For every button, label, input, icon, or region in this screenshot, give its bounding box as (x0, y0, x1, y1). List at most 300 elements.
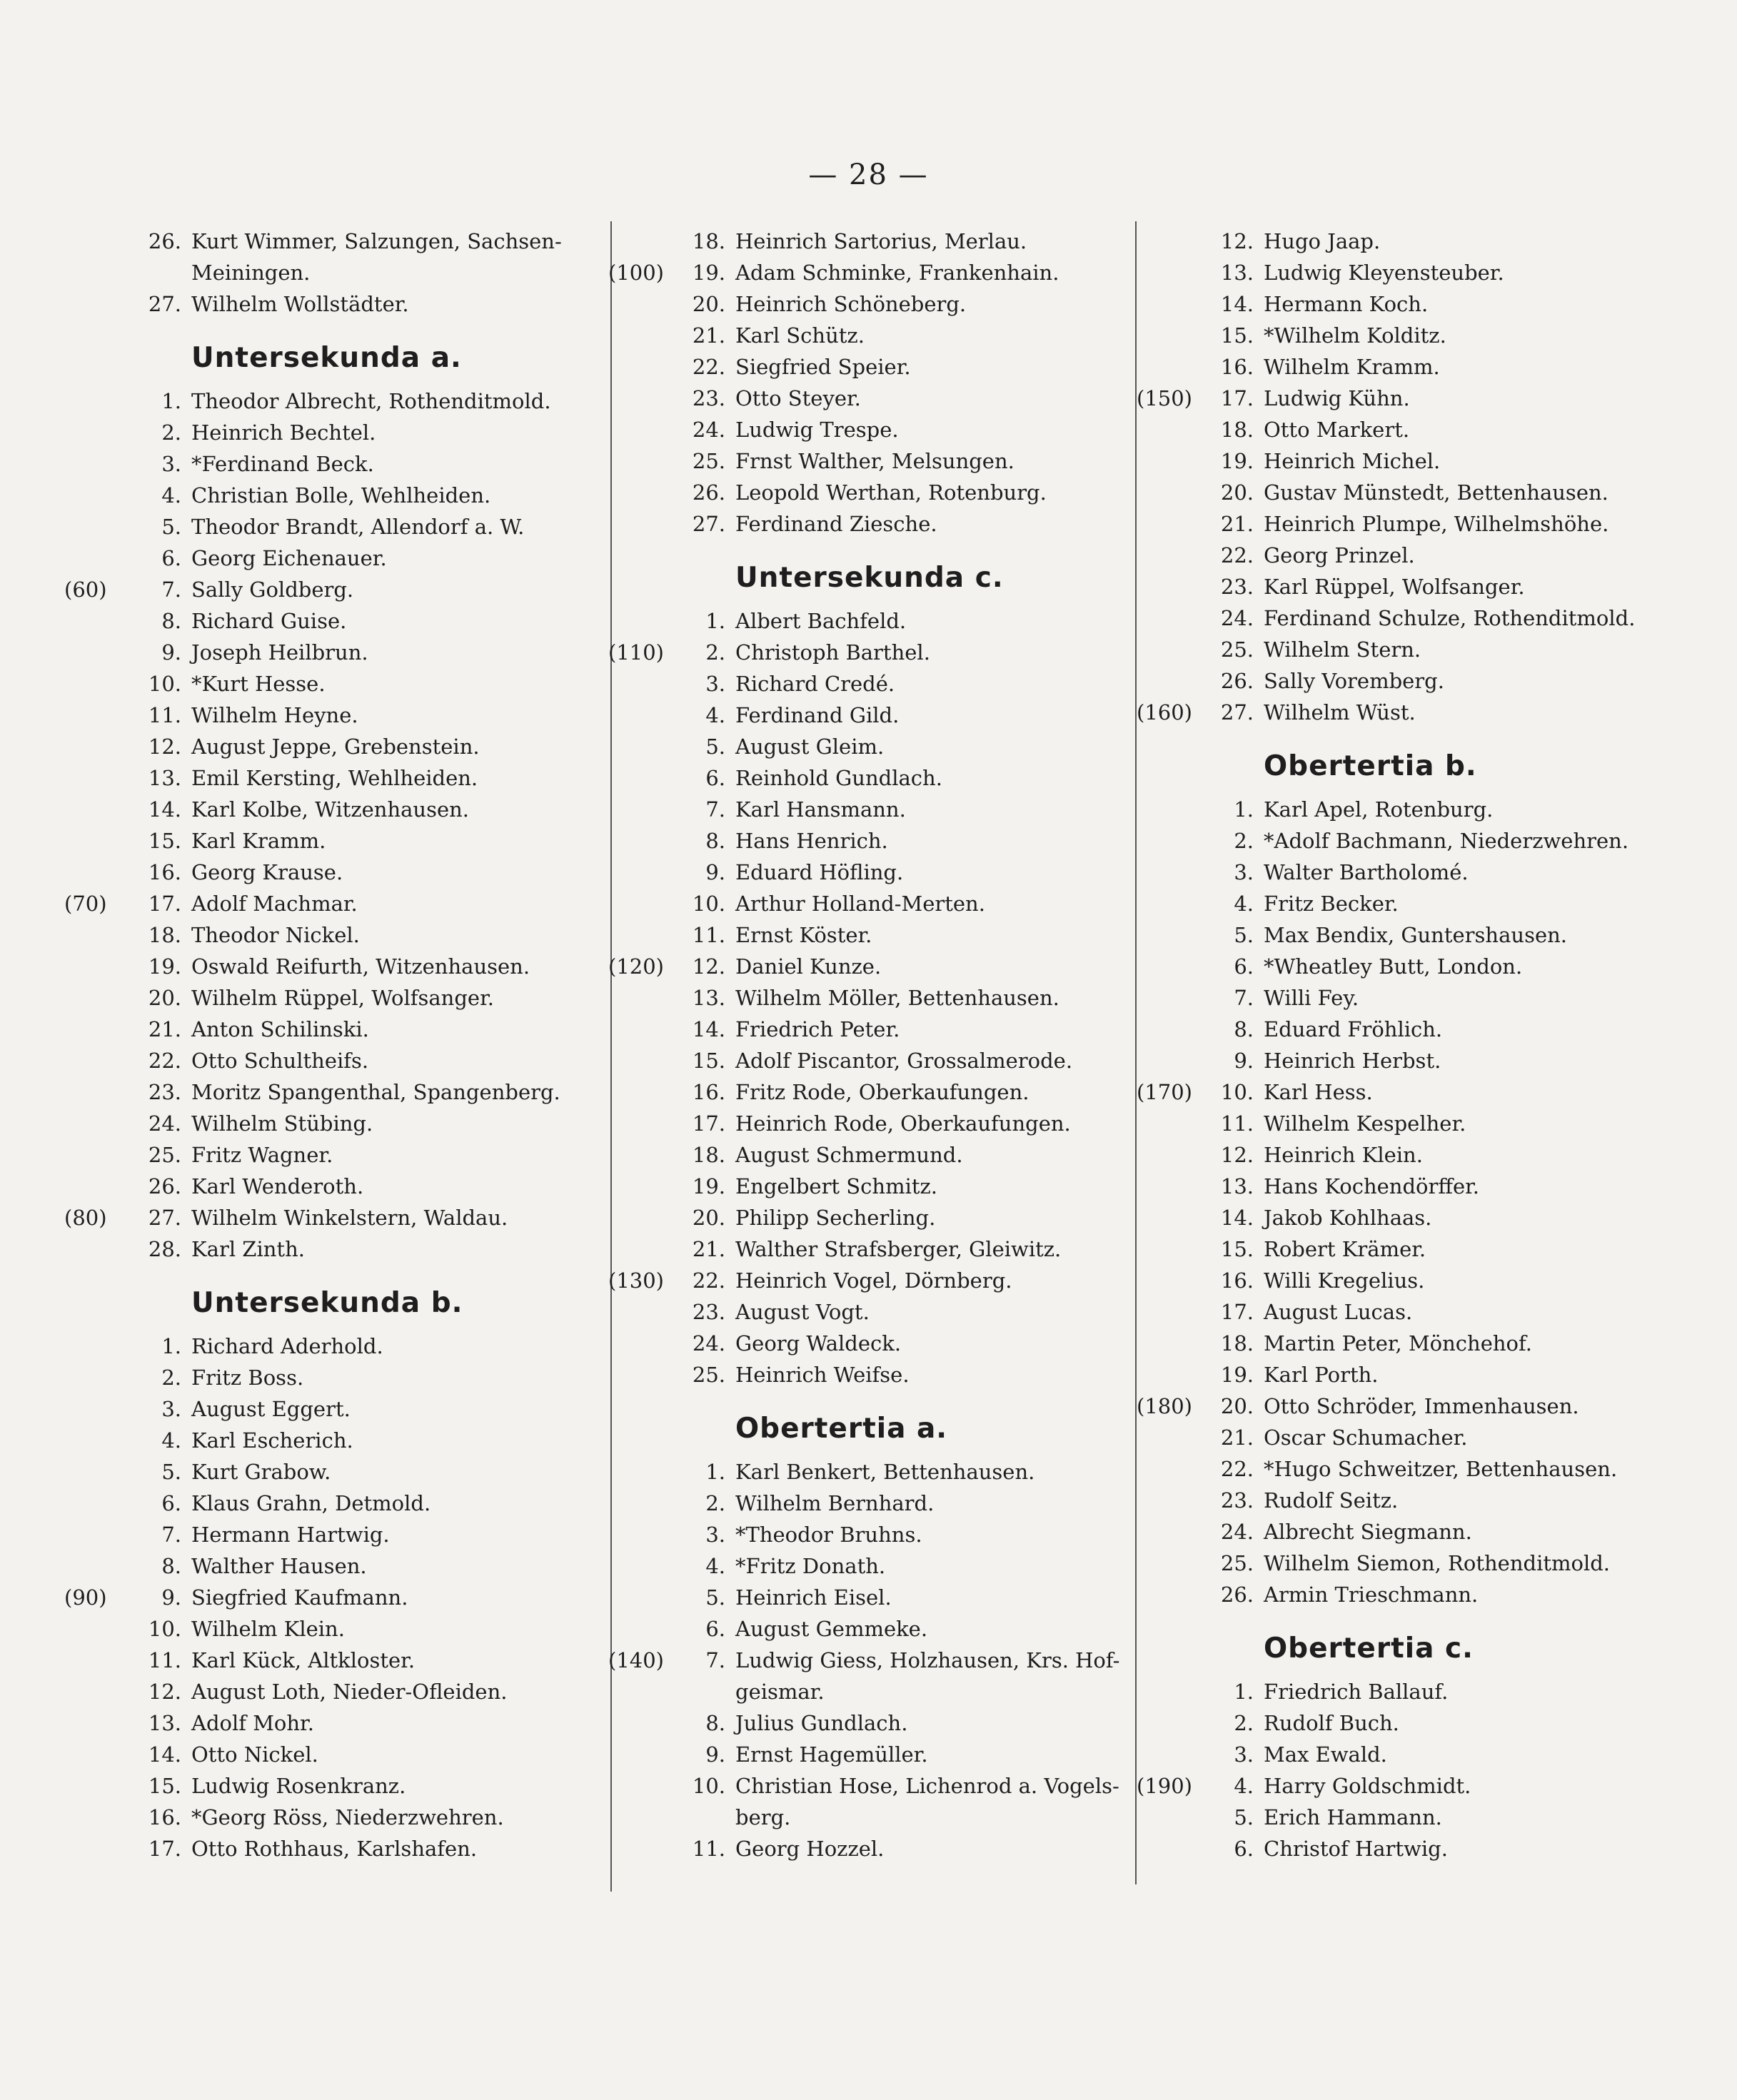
running-count (608, 1833, 677, 1864)
student-entry (608, 731, 1129, 762)
entry-number: 20. (148, 986, 181, 1010)
student-name: Wilhelm Siemon, Rothenditmold. (1264, 1551, 1611, 1575)
entry-number: 4. (161, 1428, 181, 1453)
entry-number: 10. (692, 892, 725, 916)
student-name: Philipp Secherling. (735, 1206, 936, 1230)
student-entry (608, 1613, 1129, 1645)
student-entry (64, 1676, 607, 1707)
class-heading: Obertertia c. (1264, 1632, 1474, 1665)
student-entry (608, 1645, 1129, 1676)
running-count (1137, 1328, 1205, 1359)
student-name: Hermann Koch. (1264, 292, 1429, 316)
entry-number: 26. (148, 229, 181, 253)
entry-number: 3. (1234, 860, 1254, 884)
student-entry (64, 700, 607, 731)
student-name: Kurt Grabow. (191, 1460, 331, 1484)
student-name: Fritz Wagner. (191, 1143, 333, 1167)
student-entry (1137, 477, 1651, 508)
student-entry (1137, 1233, 1651, 1265)
running-count (64, 1645, 133, 1676)
student-name: Robert Krämer. (1264, 1237, 1426, 1261)
student-entry (1137, 1328, 1651, 1359)
student-entry (64, 982, 607, 1014)
entry-number: 9. (1234, 1049, 1254, 1073)
student-name: Karl Schütz. (735, 323, 865, 348)
student-name: Heinrich Rode, Oberkaufungen. (735, 1111, 1071, 1136)
student-entry (64, 951, 607, 982)
student-name: Ferdinand Ziesche. (735, 512, 937, 536)
student-entry (608, 1582, 1129, 1613)
student-entry (64, 1802, 607, 1833)
student-name: Walther Hausen. (191, 1554, 367, 1578)
student-entry (1137, 1422, 1651, 1453)
student-entry (1137, 1548, 1651, 1579)
student-name: Karl Kramm. (191, 829, 326, 853)
student-name: Kurt Wimmer, Salzungen, Sachsen- (191, 229, 562, 253)
student-entry (608, 982, 1129, 1014)
student-entry (1137, 1045, 1651, 1076)
entry-number: 6. (705, 766, 725, 790)
student-entry (1137, 1676, 1651, 1707)
running-count (1137, 794, 1205, 825)
student-name: August Gleim. (735, 735, 885, 759)
student-entry (608, 1171, 1129, 1202)
student-name: Otto Markert. (1264, 418, 1410, 442)
running-count (608, 668, 677, 700)
class-heading: Obertertia b. (1264, 750, 1477, 782)
entry-number: 4. (1234, 892, 1254, 916)
entry-number: 17. (148, 892, 181, 916)
student-entry (608, 383, 1129, 414)
student-name: Willi Fey. (1264, 986, 1359, 1010)
student-entry (1137, 1202, 1651, 1233)
running-count (64, 1488, 133, 1519)
student-entry (1137, 1076, 1651, 1108)
student-name: August Schmermund. (735, 1143, 963, 1167)
student-name: Wilhelm Wollstädter. (191, 292, 409, 316)
student-entry (64, 1645, 607, 1676)
running-count (64, 385, 133, 417)
student-name: Christian Bolle, Wehlheiden. (191, 483, 491, 508)
entry-number: 8. (161, 1554, 181, 1578)
student-name: Hugo Jaap. (1264, 229, 1381, 253)
running-count (608, 605, 677, 637)
entry-number: 18. (1220, 1331, 1254, 1356)
student-entry (64, 385, 607, 417)
entry-number: 17. (148, 1837, 181, 1861)
running-count (1137, 1579, 1205, 1610)
column-1 (64, 226, 607, 1864)
entry-number: 21. (692, 1237, 725, 1261)
student-name: Georg Krause. (191, 860, 343, 884)
student-name: Christian Hose, Lichenrod a. Vogels- (735, 1774, 1119, 1798)
entry-number: 25. (692, 1363, 725, 1387)
running-count (64, 542, 133, 574)
entry-number: 20. (1220, 480, 1254, 505)
student-name: Otto Schröder, Immenhausen. (1264, 1394, 1579, 1418)
running-count (64, 1676, 133, 1707)
page-number: — 28 — (808, 158, 929, 191)
student-name: Richard Credé. (735, 672, 895, 696)
entry-number: 16. (692, 1080, 725, 1104)
student-name: Jakob Kohlhaas. (1264, 1206, 1432, 1230)
running-count: (100) (608, 261, 664, 285)
running-count (64, 1014, 133, 1045)
entry-number: 27. (148, 1206, 181, 1230)
entry-number: 12. (1220, 1143, 1254, 1167)
student-name: Heinrich Herbst. (1264, 1049, 1441, 1073)
running-count (608, 919, 677, 951)
entry-number: 18. (692, 1143, 725, 1167)
running-count: (110) (608, 640, 664, 665)
entry-number: 2. (1234, 1711, 1254, 1735)
student-name: Ernst Köster. (735, 923, 872, 947)
entry-number: 7. (161, 577, 181, 602)
entry-number: 20. (692, 292, 725, 316)
student-entry (64, 1076, 607, 1108)
student-entry (1137, 257, 1651, 288)
student-entry (608, 1076, 1129, 1108)
student-name: Wilhelm Heyne. (191, 703, 358, 727)
entry-number: 11. (692, 1837, 725, 1861)
student-entry (64, 1425, 607, 1456)
entry-number: 24. (1220, 606, 1254, 630)
student-entry (64, 511, 607, 542)
student-name: Theodor Brandt, Allendorf a. W. (191, 515, 525, 539)
student-name: Siegfried Kaufmann. (191, 1585, 408, 1610)
entry-number: 16. (148, 1805, 181, 1829)
entry-number: 12. (148, 735, 181, 759)
student-name: Reinhold Gundlach. (735, 766, 942, 790)
class-heading: Untersekunda b. (191, 1287, 463, 1319)
student-name: Ernst Hagemüller. (735, 1742, 928, 1767)
student-entry (1137, 1171, 1651, 1202)
entry-number: 13. (692, 986, 725, 1010)
student-entry (1137, 1108, 1651, 1139)
running-count (608, 383, 677, 414)
running-count (608, 1171, 677, 1202)
entry-number: 5. (1234, 923, 1254, 947)
student-entry (608, 1045, 1129, 1076)
running-count: (190) (1137, 1774, 1192, 1798)
entry-number: 15. (148, 829, 181, 853)
running-count (608, 700, 677, 731)
student-name: Friedrich Peter. (735, 1017, 900, 1041)
student-entry (1137, 1014, 1651, 1045)
entry-number: 2. (705, 640, 725, 665)
column-3 (1137, 226, 1651, 1864)
running-count (608, 1139, 677, 1171)
student-name: Anton Schilinski. (191, 1017, 369, 1041)
running-count (608, 794, 677, 825)
student-entry (64, 1488, 607, 1519)
student-name: Martin Peter, Mönchehof. (1264, 1331, 1532, 1356)
entry-number: 24. (692, 1331, 725, 1356)
student-entry (608, 508, 1129, 540)
student-name: Walther Strafsberger, Gleiwitz. (735, 1237, 1062, 1261)
running-count (64, 1707, 133, 1739)
student-entry (608, 794, 1129, 825)
entry-number: 6. (705, 1617, 725, 1641)
student-name: Georg Eichenauer. (191, 546, 387, 570)
student-name: Albrecht Siegmann. (1264, 1520, 1472, 1544)
student-name: Karl Zinth. (191, 1237, 305, 1261)
entry-number: 6. (1234, 954, 1254, 979)
running-count (1137, 414, 1205, 445)
student-entry (1137, 1802, 1651, 1833)
student-entry (64, 448, 607, 480)
running-count (1137, 1359, 1205, 1390)
entry-number: 2. (705, 1491, 725, 1515)
student-name: Willi Kregelius. (1264, 1268, 1425, 1293)
running-count: (60) (64, 577, 107, 602)
student-name: Heinrich Weifse. (735, 1363, 910, 1387)
running-count (64, 1550, 133, 1582)
student-name: Otto Steyer. (735, 386, 861, 410)
student-name: Wilhelm Stübing. (191, 1111, 373, 1136)
running-count (1137, 1548, 1205, 1579)
student-name: Daniel Kunze. (735, 954, 882, 979)
student-entry (64, 825, 607, 857)
entry-number: 4. (705, 703, 725, 727)
entry-number: 10. (692, 1774, 725, 1798)
entry-number: 24. (1220, 1520, 1254, 1544)
student-name: Karl Rüppel, Wolfsanger. (1264, 575, 1525, 599)
student-name: Richard Aderhold. (191, 1334, 383, 1358)
entry-number: 13. (1220, 261, 1254, 285)
entry-number: 3. (705, 1523, 725, 1547)
student-name: Gustav Münstedt, Bettenhausen. (1264, 480, 1608, 505)
entry-number: 9. (705, 1742, 725, 1767)
student-name: Rudolf Buch. (1264, 1711, 1399, 1735)
student-name: August Loth, Nieder-Ofleiden. (191, 1680, 508, 1704)
entry-number: 21. (692, 323, 725, 348)
entry-number: 27. (692, 512, 725, 536)
entry-number: 15. (1220, 323, 1254, 348)
student-name: Walter Bartholomé. (1264, 860, 1469, 884)
entry-number: 23. (1220, 575, 1254, 599)
entry-number: 19. (692, 261, 725, 285)
entry-number: 12. (1220, 229, 1254, 253)
running-count (64, 1739, 133, 1770)
entry-number: 27. (1220, 700, 1254, 725)
student-entry (64, 794, 607, 825)
student-name: Frnst Walther, Melsungen. (735, 449, 1014, 473)
student-name: Sally Goldberg. (191, 577, 354, 602)
entry-number: 6. (161, 546, 181, 570)
student-name: Karl Wenderoth. (191, 1174, 364, 1198)
entry-number: 3. (161, 452, 181, 476)
student-entry (1137, 571, 1651, 602)
running-count (1137, 320, 1205, 351)
running-count (608, 1359, 677, 1390)
student-entry (1137, 794, 1651, 825)
student-entry (1137, 1139, 1651, 1171)
running-count (64, 762, 133, 794)
running-count (64, 1331, 133, 1362)
running-count (608, 1296, 677, 1328)
student-entry (608, 762, 1129, 794)
running-count (1137, 226, 1205, 257)
running-count (608, 1739, 677, 1770)
running-count (1137, 351, 1205, 383)
student-entry (608, 919, 1129, 951)
running-count (1137, 1739, 1205, 1770)
student-name: August Gemmeke. (735, 1617, 928, 1641)
student-name: *Adolf Bachmann, Niederzwehren. (1264, 829, 1629, 853)
entry-number: 8. (705, 829, 725, 853)
running-count (64, 857, 133, 888)
running-count (1137, 857, 1205, 888)
entry-number: 2. (1234, 829, 1254, 853)
student-entry (1137, 1453, 1651, 1485)
student-entry (608, 1770, 1129, 1802)
entry-number: 8. (705, 1711, 725, 1735)
entry-number: 4. (705, 1554, 725, 1578)
student-entry (1137, 226, 1651, 257)
student-entry (608, 700, 1129, 731)
student-entry (64, 1582, 607, 1613)
entry-number: 17. (1220, 1300, 1254, 1324)
student-name-continuation: Meiningen. (191, 261, 311, 285)
running-count (1137, 508, 1205, 540)
running-count (64, 1802, 133, 1833)
running-count (1137, 825, 1205, 857)
student-entry (608, 414, 1129, 445)
student-name: Karl Apel, Rotenburg. (1264, 797, 1494, 822)
student-entry (64, 226, 607, 257)
student-entry (1137, 1707, 1651, 1739)
student-entry (1137, 351, 1651, 383)
student-name: Emil Kersting, Wehlheiden. (191, 766, 478, 790)
entry-number: 16. (1220, 1268, 1254, 1293)
student-entry (1137, 1770, 1651, 1802)
student-name: Otto Rothhaus, Karlshafen. (191, 1837, 478, 1861)
entry-number: 18. (692, 229, 725, 253)
student-entry (1137, 1516, 1651, 1548)
student-name: Adam Schminke, Frankenhain. (735, 261, 1059, 285)
running-count (64, 700, 133, 731)
student-entry (608, 1488, 1129, 1519)
entry-number: 5. (161, 1460, 181, 1484)
student-name: August Eggert. (191, 1397, 351, 1421)
running-count (64, 951, 133, 982)
student-name: Richard Guise. (191, 609, 347, 633)
entry-number: 13. (148, 1711, 181, 1735)
entry-number: 5. (705, 1585, 725, 1610)
entry-number: 27. (148, 292, 181, 316)
entry-number: 18. (1220, 418, 1254, 442)
entry-number: 14. (1220, 292, 1254, 316)
entry-number: 14. (692, 1017, 725, 1041)
running-count (608, 731, 677, 762)
student-name: Max Ewald. (1264, 1742, 1387, 1767)
student-entry (1137, 383, 1651, 414)
running-count (64, 480, 133, 511)
student-name: Adolf Mohr. (191, 1711, 314, 1735)
entry-number: 7. (161, 1523, 181, 1547)
running-count (1137, 634, 1205, 665)
running-count (1137, 1139, 1205, 1171)
student-entry (1137, 697, 1651, 728)
entry-number: 25. (1220, 1551, 1254, 1575)
student-entry (608, 477, 1129, 508)
student-name: Wilhelm Kespelher. (1264, 1111, 1466, 1136)
entry-number: 7. (705, 797, 725, 822)
student-name: Heinrich Klein. (1264, 1143, 1423, 1167)
student-entry (1137, 1833, 1651, 1864)
entry-number: 25. (1220, 637, 1254, 662)
student-entry (1137, 825, 1651, 857)
student-entry (64, 1456, 607, 1488)
running-count (608, 1045, 677, 1076)
student-name: Karl Kück, Altkloster. (191, 1648, 416, 1672)
entry-number: 28. (148, 1237, 181, 1261)
student-entry (608, 1519, 1129, 1550)
entry-number: 24. (148, 1111, 181, 1136)
entry-number: 17. (692, 1111, 725, 1136)
entry-number: 1. (705, 1460, 725, 1484)
running-count (64, 1139, 133, 1171)
entry-number: 22. (148, 1049, 181, 1073)
entry-number: 22. (692, 355, 725, 379)
running-count: (150) (1137, 386, 1192, 410)
entry-number: 9. (705, 860, 725, 884)
entry-number: 3. (1234, 1742, 1254, 1767)
running-count (1137, 1014, 1205, 1045)
student-entry (1137, 540, 1651, 571)
student-entry (64, 1393, 607, 1425)
running-count (64, 226, 133, 257)
student-entry (1137, 445, 1651, 477)
student-name: Georg Hozzel. (735, 1837, 885, 1861)
student-entry (1137, 951, 1651, 982)
student-name: Hermann Hartwig. (191, 1523, 390, 1547)
student-entry (608, 1202, 1129, 1233)
running-count (1137, 288, 1205, 320)
student-name: Fritz Boss. (191, 1365, 304, 1390)
running-count (608, 1233, 677, 1265)
running-count (1137, 477, 1205, 508)
running-count (1137, 1265, 1205, 1296)
running-count (608, 1582, 677, 1613)
running-count (1137, 1676, 1205, 1707)
entry-number: 22. (1220, 543, 1254, 567)
entry-number: 15. (692, 1049, 725, 1073)
student-name: August Vogt. (735, 1300, 870, 1324)
student-name-continuation: geismar. (735, 1680, 825, 1704)
entry-number: 6. (1234, 1837, 1254, 1861)
student-name: Christof Hartwig. (1264, 1837, 1448, 1861)
student-entry (64, 1139, 607, 1171)
entry-number: 16. (148, 860, 181, 884)
entry-number: 13. (1220, 1174, 1254, 1198)
running-count (608, 1328, 677, 1359)
running-count (64, 605, 133, 637)
student-entry (1137, 1485, 1651, 1516)
student-name: *Kurt Hesse. (191, 672, 326, 696)
entry-number: 2. (161, 1365, 181, 1390)
entry-number: 11. (1220, 1111, 1254, 1136)
running-count: (170) (1137, 1080, 1192, 1104)
running-count (1137, 602, 1205, 634)
student-name: Fritz Becker. (1264, 892, 1399, 916)
student-name: Georg Waldeck. (735, 1331, 902, 1356)
running-count (64, 448, 133, 480)
running-count (1137, 1045, 1205, 1076)
entry-number: 10. (1220, 1080, 1254, 1104)
student-name: *Wilhelm Kolditz. (1264, 323, 1446, 348)
